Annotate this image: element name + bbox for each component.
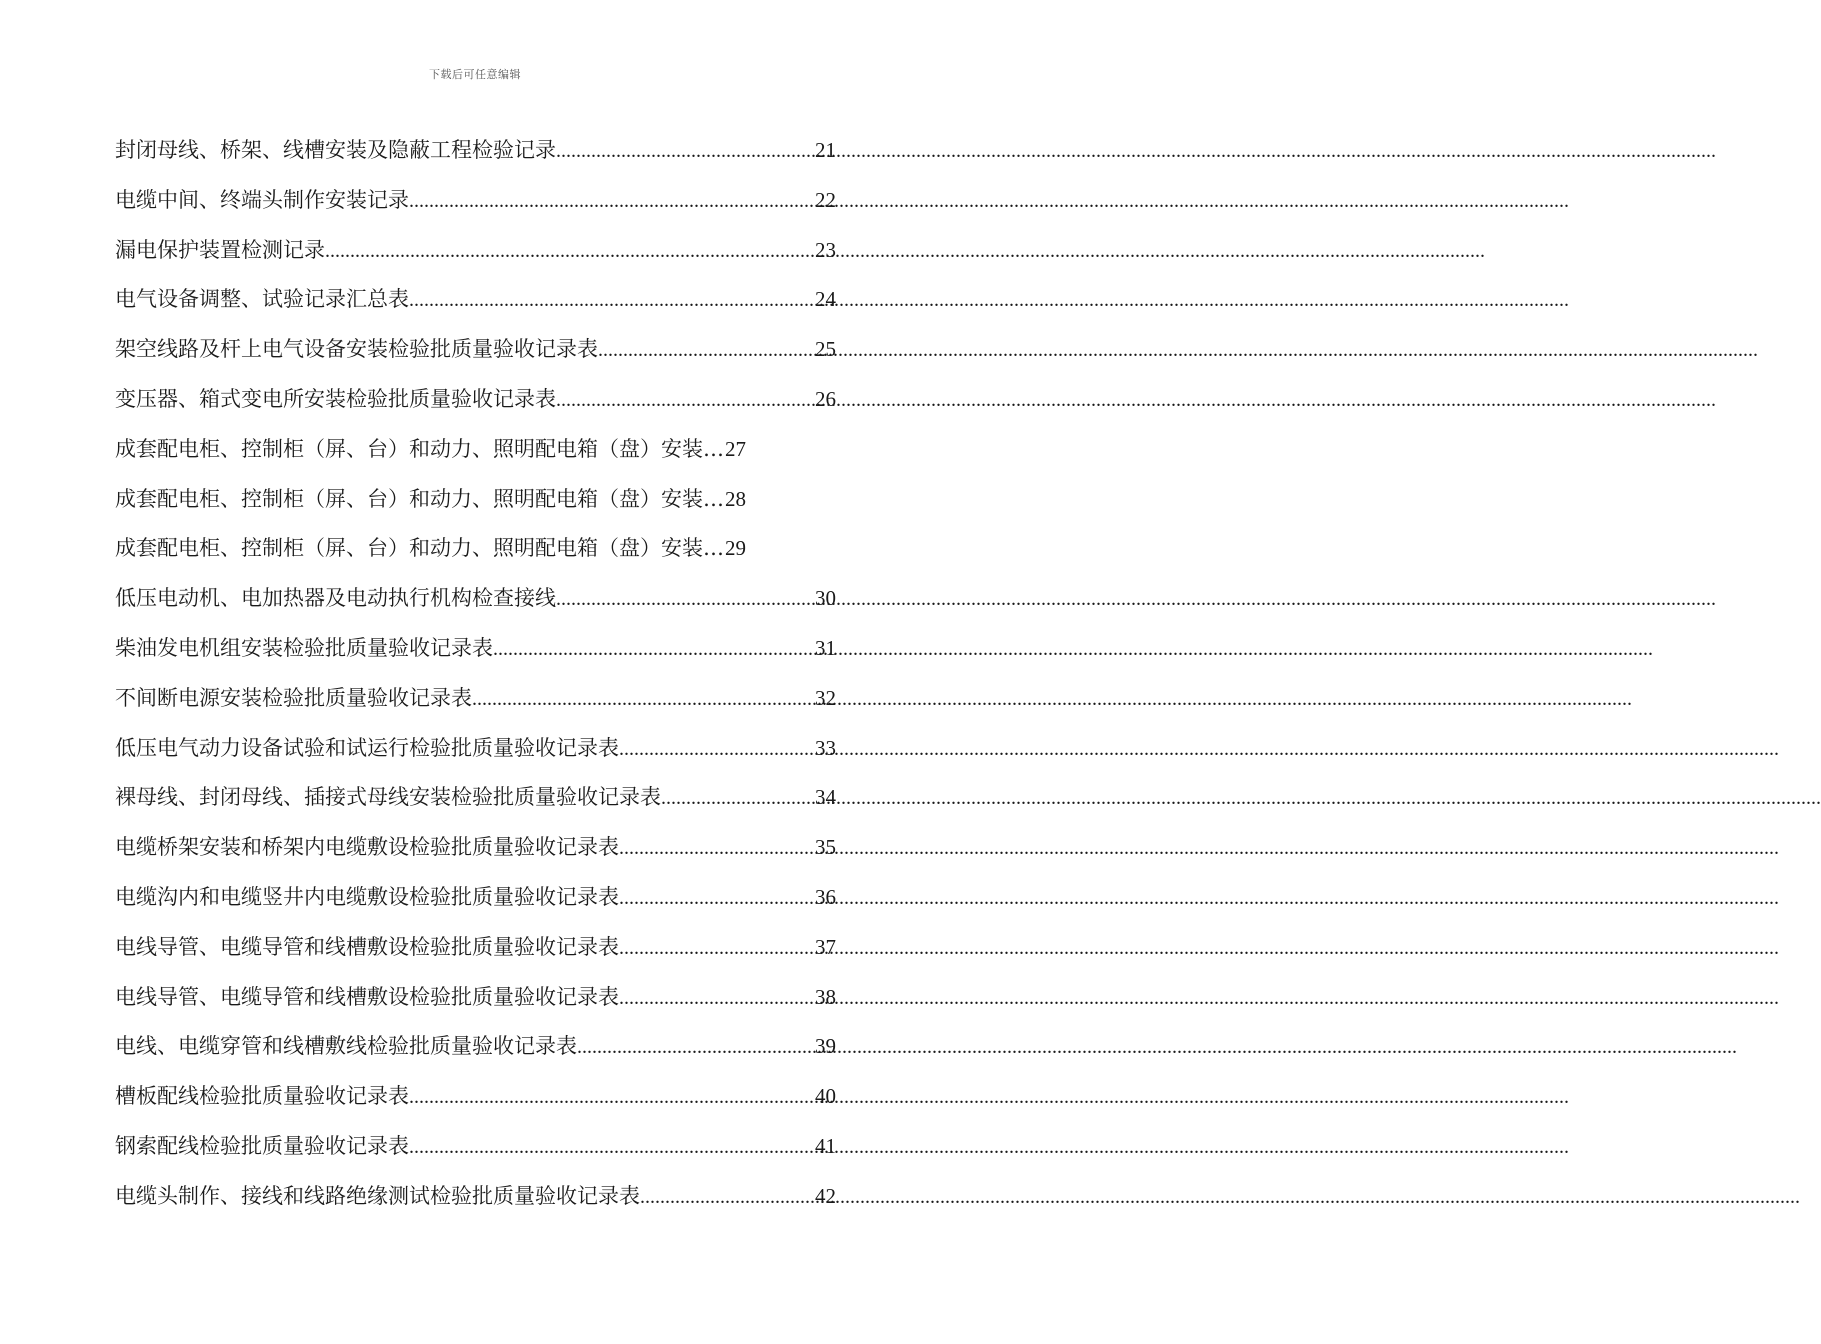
toc-dot-leader (556, 378, 814, 422)
toc-dot-leader (409, 1125, 814, 1169)
toc-dot-leader (556, 577, 814, 621)
toc-entry[interactable] (115, 1074, 836, 1124)
toc-dot-leader (619, 727, 814, 771)
toc-entry-page-number: 42 (815, 1183, 836, 1208)
toc-entry-title: 封闭母线、桥架、线槽安装及隐蔽工程检验记录 (115, 138, 556, 162)
toc-entry-page-number: 36 (815, 884, 836, 909)
toc-entry[interactable] (115, 1024, 836, 1074)
toc-entry-page-number: 41 (815, 1133, 836, 1158)
toc-entry-page-number: 30 (815, 586, 836, 611)
toc-entry-title: 电缆桥架安装和桥架内电缆敷设检验批质量验收记录表 (115, 835, 619, 860)
toc-entry-page-number: 35 (815, 835, 836, 860)
toc-entry-page-number: 31 (815, 635, 836, 660)
toc-entry-page-number: 32 (815, 685, 836, 710)
toc-entry-title: 电线导管、电缆导管和线槽敷设检验批质量验收记录表 (115, 984, 619, 1009)
toc-entry-title: 漏电保护装置检测记录 (115, 237, 325, 262)
toc-entry[interactable] (115, 726, 836, 776)
toc-dot-leader (409, 179, 814, 223)
toc-entry[interactable] (115, 228, 836, 278)
toc-entry[interactable] (115, 128, 836, 178)
toc-entry[interactable] (115, 775, 836, 825)
toc-entry-page-number: 29 (725, 536, 746, 561)
toc-entry-page-number: 22 (815, 187, 836, 212)
toc-entry[interactable] (115, 178, 836, 228)
toc-entry[interactable] (115, 427, 836, 477)
toc-entry-page-number: 26 (815, 386, 836, 411)
toc-entry-title: 柴油发电机组安装检验批质量验收记录表 (115, 635, 493, 660)
toc-entry[interactable] (115, 526, 836, 576)
toc-dot-leader (619, 926, 814, 970)
toc-dot-leader (661, 776, 814, 820)
toc-entry[interactable] (115, 1124, 836, 1174)
toc-dot-leader (598, 328, 814, 372)
toc-entry-title: 槽板配线检验批质量验收记录表 (115, 1084, 409, 1109)
toc-entry[interactable] (115, 676, 836, 726)
toc-dot-leader (409, 278, 814, 322)
toc-entry-title: 低压电动机、电加热器及电动执行机构检查接线 (115, 586, 556, 611)
toc-entry[interactable] (115, 626, 836, 676)
toc-entry-title: 架空线路及杆上电气设备安装检验批质量验收记录表 (115, 337, 598, 362)
toc-dot-leader (640, 1175, 814, 1219)
toc-entry-title: 电气设备调整、试验记录汇总表 (115, 287, 409, 312)
toc-entry-page-number: 28 (725, 486, 746, 511)
toc-entry[interactable] (115, 576, 836, 626)
toc-entry-page-number: 33 (815, 735, 836, 760)
toc-entry-title: 成套配电柜、控制柜（屏、台）和动力、照明配电箱（盘）安装… (115, 436, 724, 461)
toc-entry-title: 钢索配线检验批质量验收记录表 (115, 1133, 409, 1158)
toc-entry-page-number: 39 (815, 1034, 836, 1059)
toc-dot-leader (472, 677, 814, 721)
toc-entry-page-number: 25 (815, 337, 836, 362)
toc-dot-leader (556, 129, 814, 173)
toc-entry[interactable] (115, 327, 836, 377)
toc-entry[interactable] (115, 1174, 836, 1224)
toc-entry-title: 成套配电柜、控制柜（屏、台）和动力、照明配电箱（盘）安装… (115, 486, 724, 511)
toc-entry-title: 成套配电柜、控制柜（屏、台）和动力、照明配电箱（盘）安装… (115, 536, 724, 561)
header-note: 下载后可任意编辑 (429, 68, 521, 81)
toc-entry-title: 电缆沟内和电缆竖井内电缆敷设检验批质量验收记录表 (115, 884, 619, 909)
toc-entry-page-number: 24 (815, 287, 836, 312)
toc-dot-leader (619, 976, 814, 1020)
toc-entry[interactable] (115, 825, 836, 875)
toc-entry[interactable] (115, 377, 836, 427)
toc-entry-title: 电缆头制作、接线和线路绝缘测试检验批质量验收记录表 (115, 1183, 640, 1208)
toc-entry-page-number: 37 (815, 934, 836, 959)
toc-entry-title: 电线导管、电缆导管和线槽敷设检验批质量验收记录表 (115, 934, 619, 959)
toc-entry-title: 电缆中间、终端头制作安装记录 (115, 187, 409, 212)
toc-entry-title: 不间断电源安装检验批质量验收记录表 (115, 685, 472, 710)
toc-entry-page-number: 27 (725, 436, 746, 461)
toc-dot-leader (619, 876, 814, 920)
toc-entry-page-number: 21 (815, 138, 836, 162)
toc-entry-title: 低压电气动力设备试验和试运行检验批质量验收记录表 (115, 735, 619, 760)
toc-dot-leader (325, 229, 814, 273)
toc-entry-page-number: 40 (815, 1084, 836, 1109)
toc-entry[interactable] (115, 875, 836, 925)
toc-entry-page-number: 38 (815, 984, 836, 1009)
toc-dot-leader (619, 826, 814, 870)
toc-dot-leader (493, 627, 814, 671)
toc-entry[interactable] (115, 477, 836, 527)
toc-entry-page-number: 34 (815, 785, 836, 810)
toc-entry-title: 变压器、箱式变电所安装检验批质量验收记录表 (115, 386, 556, 411)
toc-dot-leader (409, 1075, 814, 1119)
toc-entry-page-number: 23 (815, 237, 836, 262)
toc-entry[interactable] (115, 277, 836, 327)
toc-dot-leader (577, 1025, 814, 1069)
toc-entry-title: 电线、电缆穿管和线槽敷线检验批质量验收记录表 (115, 1034, 577, 1059)
toc-entry-title: 裸母线、封闭母线、插接式母线安装检验批质量验收记录表 (115, 785, 661, 810)
toc-entry[interactable] (115, 975, 836, 1025)
table-of-contents (115, 128, 836, 1224)
toc-entry[interactable] (115, 925, 836, 975)
